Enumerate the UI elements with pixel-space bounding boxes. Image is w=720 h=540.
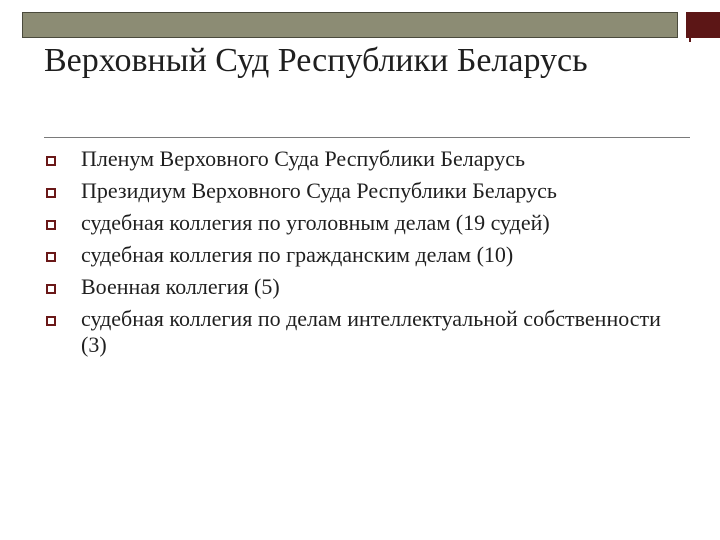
hollow-square-icon (46, 316, 56, 326)
bullet-item (44, 178, 684, 204)
bullet-text: Президиум Верховного Суда Республики Беларусь (81, 178, 557, 203)
hollow-square-icon (46, 252, 56, 262)
bullet-list (44, 146, 684, 364)
hollow-square-icon (46, 156, 56, 166)
bullet-text: судебная коллегия по уголовным делам (19 судей) (81, 210, 550, 235)
corner-accent-line (689, 12, 691, 42)
bullet-text: Пленум Верховного Суда Республики Беларусь (81, 146, 525, 171)
top-decorative-bar (22, 12, 678, 38)
bullet-item (44, 274, 684, 300)
bullet-item (44, 210, 684, 236)
hollow-square-icon (46, 220, 56, 230)
slide-title: Верховный Суд Республики Беларусь (44, 42, 588, 79)
bullet-text: судебная коллегия по гражданским делам (10) (81, 242, 514, 267)
hollow-square-icon (46, 284, 56, 294)
bullet-item (44, 306, 684, 358)
hollow-square-icon (46, 188, 56, 198)
bullet-text: судебная коллегия по делам интеллектуальной собственности (3) (81, 306, 661, 357)
corner-accent-block (686, 12, 720, 38)
bullet-text: Военная коллегия (5) (81, 274, 280, 299)
bullet-item (44, 242, 684, 268)
title-divider (44, 137, 690, 138)
bullet-item (44, 146, 684, 172)
